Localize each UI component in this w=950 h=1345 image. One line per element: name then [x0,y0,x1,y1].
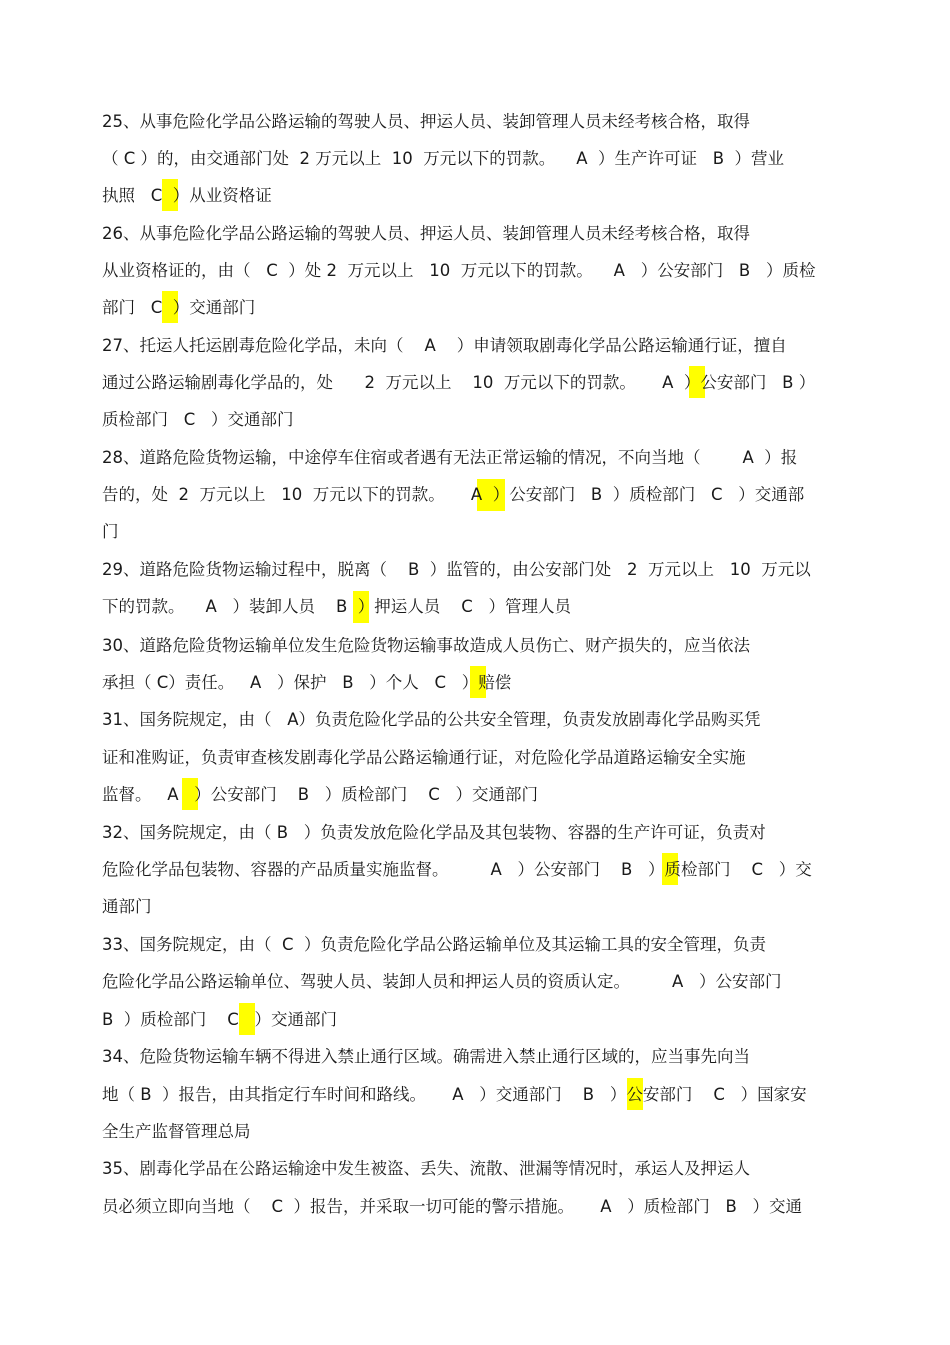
text-line: 32、国务院规定，由（ B ）负责发放危险化学品及其包装物、容器的生产许可证，负责对 [102,823,766,842]
text-line: 监督。 A ）公安部门 B ）质检部门 C ）交通部门 [102,785,539,804]
text-line: 危险化学品公路运输单位、驾驶人员、装卸人员和押运人员的资质认定。 A ）公安部门 [102,972,782,991]
text-line: 34、危险货物运输车辆不得进入禁止通行区域。确需进入禁止通行区域的，应当事先向当 [102,1047,750,1066]
text-line: 30、道路危险货物运输单位发生危险货物运输事故造成人员伤亡、财产损失的，应当依法 [102,636,750,655]
text-line: 28、道路危险货物运输，中途停车住宿或者遇有无法正常运输的情况，不向当地（ A ）报 [102,448,798,467]
text-line: 全生产监督管理总局 [102,1122,251,1141]
text-line: 门 [102,522,119,541]
text-line: 33、国务院规定，由（ C ）负责危险化学品公路运输单位及其运输工具的安全管理，负责 [102,935,766,954]
text-line: 31、国务院规定，由（ A）负责危险化学品的公共安全管理，负责发放剧毒化学品购买凭 [102,710,761,729]
text-line: 26、从事危险化学品公路运输的驾驶人员、押运人员、装卸管理人员未经考核合格，取得 [102,224,750,243]
text-line: 地（ B ）报告，由其指定行车时间和路线。 A ）交通部门 B ）公安部门 C ）国家安 [102,1085,807,1104]
text-line: 从业资格证的，由（ C ）处 2 万元以上 10 万元以下的罚款。 A ）公安部门 B ）质检 [102,261,816,280]
text-line: 29、道路危险货物运输过程中，脱离（ B ）监管的，由公安部门处 2 万元以上 10 万元以 [102,560,811,579]
text-line: 下的罚款。 A ）装卸人员 B ）押运人员 C ）管理人员 [102,597,572,616]
text-line: （ C ）的，由交通部门处 2 万元以上 10 万元以下的罚款。 A ）生产许可证 B ）营业 [102,149,785,168]
text-line: 通过公路运输剧毒化学品的，处 2 万元以上 10 万元以下的罚款。 A ）公安部门 B ） [102,373,816,392]
text-line: B ）质检部门 C ）交通部门 [102,1010,338,1029]
text-line: 27、托运人托运剧毒危险化学品，未向（ A ）申请领取剧毒化学品公路运输通行证，擅自 [102,336,787,355]
text-line: 员必须立即向当地（ C ）报告，并采取一切可能的警示措施。 A ）质检部门 B ）交通 [102,1197,803,1216]
text-line: 承担（ C）责任。 A ）保护 B ）个人 C ）赔偿 [102,673,512,692]
text-line: 25、从事危险化学品公路运输的驾驶人员、押运人员、装卸管理人员未经考核合格，取得 [102,112,750,131]
text-line: 告的，处 2 万元以上 10 万元以下的罚款。 A ）公安部门 B ）质检部门 C ）交通部 [102,485,805,504]
text-line: 危险化学品包装物、容器的产品质量实施监督。 A ）公安部门 B ）质检部门 C ）交 [102,860,812,879]
text-line: 35、剧毒化学品在公路运输途中发生被盗、丢失、流散、泄漏等情况时，承运人及押运人 [102,1159,750,1178]
text-line: 质检部门 C ）交通部门 [102,410,294,429]
text-line: 通部门 [102,897,152,916]
text-line: 部门 C ）交通部门 [102,298,256,317]
text-line: 证和准购证，负责审查核发剧毒化学品公路运输通行证，对危险化学品道路运输安全实施 [102,748,746,767]
text-line: 执照 C ）从业资格证 [102,186,272,205]
